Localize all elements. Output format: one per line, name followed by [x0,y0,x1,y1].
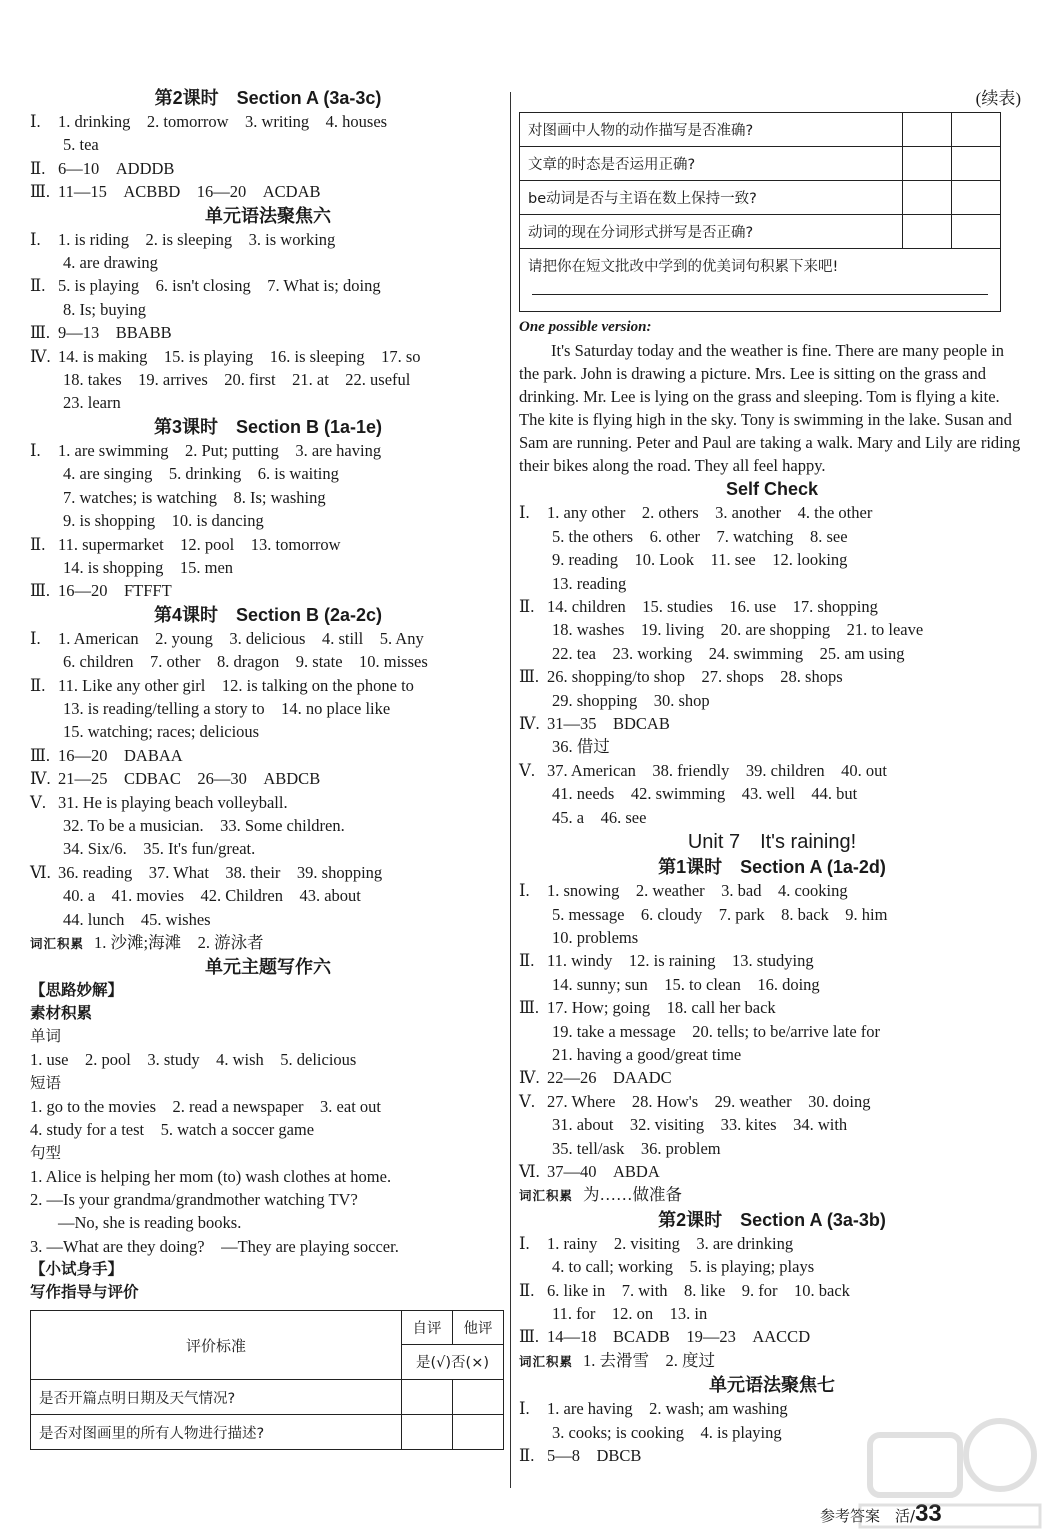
exercise-number: Ⅰ. [519,1399,530,1419]
answer-line: 14. is shopping 15. men [63,557,234,577]
answer-line: 13. is reading/telling a story to 14. no place like [63,698,391,718]
peer-eval-cell[interactable] [453,1415,504,1450]
answer-line [30,157,506,180]
answer-line: 40. a 41. movies 42. Children 43. about [63,886,361,906]
text-line: 2. —Is your grandma/grandmother watching TV? [30,1190,358,1210]
vocab-text: 1. 去滑雪 2. 度过 [583,1350,716,1370]
answer-line: 4. are drawing [63,253,158,273]
text-line: 4. study for a test 5. watch a soccer game [30,1120,315,1140]
answer-line: 15. watching; races; delicious [63,722,260,742]
exercise-number: Ⅱ. [519,951,535,971]
answer-text: 16—20 DABAA [58,745,183,765]
column-divider [510,92,511,1488]
exercise-number: Ⅰ. [30,440,41,460]
answer-text: 9—13 BBABB [58,323,172,343]
text-line: 3. —What are they doing? —They are playing soccer. [30,1236,399,1256]
peer-eval-cell[interactable] [453,1380,504,1415]
right-column [519,86,1025,1467]
answer-line: 9. reading 10. Look 11. see 12. looking [552,550,848,570]
answer-line [519,1325,1025,1348]
answer-line: 23. learn [63,393,121,413]
unit-heading: Unit 7 It's raining! [687,831,857,854]
evaluation-table-continued [519,112,1001,312]
text-line: 1. use 2. pool 3. study 4. wish 5. delicious [30,1050,357,1070]
answer-line [30,533,506,556]
answer-line: 32. To be a musician. 33. Some children. [63,815,345,835]
answer-line: 4. are singing 5. drinking 6. is waiting [63,464,339,484]
vocab-line [519,1349,1025,1373]
answer-line: 22. tea 23. working 24. swimming 25. am using [552,643,905,663]
answer-line [30,861,506,884]
answer-line [30,627,506,650]
watermark-logo [850,1395,1050,1535]
self-eval-cell[interactable] [903,147,952,181]
footer-label: 参考答案 活/ [820,1507,916,1525]
exercise-number: Ⅱ. [30,675,46,695]
section-heading: 单元主题写作六 [205,957,331,978]
answer-line: 11. for 12. on 13. in [552,1304,708,1323]
subsection-tag: 素材积累 [30,1004,93,1023]
exercise-number: Ⅲ. [30,323,51,343]
answer-text: 27. Where 28. How's 29. weather 30. doing [547,1091,871,1111]
section-heading: Self Check [725,479,819,500]
exercise-number: Ⅳ. [519,1068,540,1088]
answer-line: 13. reading [552,573,627,593]
answer-line: 31. about 32. visiting 33. kites 34. with [552,1115,848,1135]
notes-prompt: 请把你在短文批改中学到的优美词句积累下来吧! [528,259,839,275]
exercise-number: Ⅱ. [30,534,46,554]
answer-text: 22—26 DAADC [547,1068,672,1088]
exercise-number: Ⅵ. [519,1161,540,1181]
answer-text: 5. is playing 6. isn't closing 7. What is; doing [58,276,381,296]
notes-row[interactable] [520,249,1001,312]
answer-line [30,110,506,133]
self-eval-cell[interactable] [402,1380,453,1415]
answer-line [519,759,1025,782]
exercise-number: Ⅰ. [30,628,41,648]
answer-line: 8. Is; buying [63,299,146,319]
answer-line: 4. to call; working 5. is playing; plays [552,1257,815,1277]
subsection-label: 短语 [30,1073,62,1092]
answer-line [519,996,1025,1019]
answer-text: 5—8 DBCB [547,1446,642,1466]
answer-line: 9. is shopping 10. is dancing [63,511,264,531]
answer-text: 26. shopping/to shop 27. shops 28. shops [547,667,843,687]
right-answer-list [519,477,1025,1467]
peer-eval-header: 他评 [453,1311,504,1344]
section-heading: 单元语法聚焦七 [709,1375,835,1396]
answer-line [30,791,506,814]
exercise-number: Ⅳ. [30,346,51,366]
left-answer-list [30,86,506,1304]
peer-eval-cell[interactable] [952,147,1001,181]
answer-line: 5. tea [63,135,99,155]
vocab-text: 1. 沙滩;海滩 2. 游泳者 [94,933,264,952]
answer-text: 14—18 BCADB 19—23 AACCD [547,1327,811,1347]
answer-text: 1. are swimming 2. Put; putting 3. are having [58,440,382,460]
answer-text: 37—40 ABDA [547,1161,660,1181]
answer-text: 11. windy 12. is raining 13. studying [547,951,814,971]
subsection-label: 单词 [30,1027,62,1046]
answer-text: 11—15 ACBBD 16—20 ACDAB [58,182,321,202]
criteria-row: 对图画中人物的动作描写是否准确? [520,113,903,147]
exercise-number: Ⅵ. [30,862,51,882]
section-heading: 第2课时 Section A (3a-3b) [658,1209,886,1230]
answer-line [519,1232,1025,1255]
sample-label: One possible version: [519,319,652,335]
answer-text: 1. is riding 2. is sleeping 3. is working [58,229,336,249]
answer-text: 31. He is playing beach volleyball. [58,792,288,812]
exercise-number: Ⅱ. [30,158,46,178]
text-line: 1. Alice is helping her mom (to) wash clothes at home. [30,1166,392,1186]
exercise-number: Ⅲ. [519,998,540,1018]
sample-essay: It's Saturday today and the weather is fine. There are many people in the park. John is drawing a picture. Mrs. Lee is sitting on the grass and drinking. Mr. Lee is lying on the grass and sleeping. Tom is flying a kite. The kite is flying high in the sky. Tony is swimming in the lake. Susan and Sam are running. Peter and Paul are taking a walk. Mary and Lily are riding their bikes along the road. They all feel happy. [519,341,1021,476]
answer-line: 41. needs 42. swimming 43. well 44. but [552,784,858,804]
answer-line: 21. having a good/great time [552,1044,742,1064]
peer-eval-cell[interactable] [952,215,1001,249]
exercise-number: Ⅲ. [30,745,51,765]
self-eval-cell[interactable] [402,1415,453,1450]
answer-line: 6. children 7. other 8. dragon 9. state 10. misses [63,652,428,672]
answer-line: 5. message 6. cloudy 7. park 8. back 9. him [552,904,888,924]
exercise-number: Ⅴ. [519,760,536,780]
answer-line: 36. 借过 [552,737,610,757]
answer-line [519,1090,1025,1113]
answer-text: 6—10 ADDDB [58,158,175,178]
evaluation-table [30,1310,504,1450]
answer-line: 14. sunny; sun 15. to clean 16. doing [552,974,820,994]
peer-eval-cell[interactable] [952,181,1001,215]
answer-text: 36. reading 37. What 38. their 39. shopping [58,862,383,882]
self-eval-header: 自评 [402,1311,453,1344]
answer-text: 1. drinking 2. tomorrow 3. writing 4. houses [58,112,388,131]
self-eval-cell[interactable] [903,113,952,147]
exercise-number: Ⅱ. [519,1280,535,1300]
criteria-row: 是否对图画里的所有人物进行描述? [31,1415,402,1450]
answer-line: 35. tell/ask 36. problem [552,1138,721,1158]
exercise-number: Ⅲ. [519,1327,540,1347]
answer-line [30,579,506,602]
answer-text: 14. is making 15. is playing 16. is sleeping 17. so [58,346,421,366]
answer-line [519,949,1025,972]
answer-line [519,1279,1025,1302]
exercise-number: Ⅰ. [519,881,530,901]
answer-line: 7. watches; is watching 8. Is; washing [63,487,326,507]
section-heading: 第4课时 Section B (2a-2c) [153,604,383,625]
answer-line [519,595,1025,618]
answer-line: 18. takes 19. arrives 20. first 21. at 22. useful [63,370,411,390]
self-eval-cell[interactable] [903,181,952,215]
section-heading: 第2课时 Section A (3a-3c) [154,88,382,108]
marks-header: 是(√)否(×) [402,1344,504,1380]
answer-line [519,879,1025,902]
answer-line [519,712,1025,735]
answer-line [30,321,506,344]
page-number: 33 [915,1500,942,1527]
answer-text: 16—20 FTFFT [58,581,172,601]
criteria-row: 文章的时态是否运用正确? [520,147,903,181]
subsection-tag: 【思路妙解】 [30,981,124,1000]
peer-eval-cell[interactable] [952,113,1001,147]
answer-text: 14. children 15. studies 16. use 17. shopping [547,597,878,617]
exercise-number: Ⅱ. [519,597,535,617]
answer-line: 19. take a message 20. tells; to be/arrive late for [552,1021,881,1041]
vocab-label: 词汇积累 [519,1353,574,1369]
exercise-number: Ⅰ. [30,229,41,249]
exercise-number: Ⅲ. [30,581,51,601]
answer-line [30,744,506,767]
answer-line: 34. Six/6. 35. It's fun/great. [63,839,256,859]
answer-line [519,501,1025,524]
exercise-number: Ⅰ. [519,1233,530,1253]
answer-text: 6. like in 7. with 8. like 9. for 10. back [547,1280,850,1300]
section-heading: 单元语法聚焦六 [205,205,331,226]
answer-text: 11. Like any other girl 12. is talking on the phone to [58,675,414,695]
answer-line [519,1066,1025,1089]
continued-label: (续表) [975,89,1021,108]
vocab-label: 词汇积累 [519,1188,574,1204]
answer-line: 3. cooks; is cooking 4. is playing [552,1422,782,1442]
answer-text: 1. rainy 2. visiting 3. are drinking [547,1233,794,1253]
criteria-row: be动词是否与主语在数上保持一致? [520,181,903,215]
answer-line: 5. the others 6. other 7. watching 8. see [552,526,848,546]
answer-line [519,665,1025,688]
exercise-number: Ⅱ. [519,1446,535,1466]
self-eval-cell[interactable] [903,215,952,249]
exercise-number: Ⅱ. [30,276,46,296]
answer-text: 37. American 38. friendly 39. children 40. out [547,760,888,780]
answer-line: —No, she is reading books. [58,1213,242,1233]
vocab-label: 词汇积累 [30,936,85,951]
exercise-number: Ⅴ. [30,792,47,812]
answer-line [30,767,506,790]
left-column [30,86,506,1450]
vocab-line [519,1183,1025,1207]
criteria-header: 评价标准 [31,1311,402,1380]
answer-line: 29. shopping 30. shop [552,690,710,710]
section-heading: 第3课时 Section B (1a-1e) [153,416,383,437]
criteria-row: 动词的现在分词形式拼写是否正确? [520,215,903,249]
exercise-number: Ⅰ. [30,112,41,131]
answer-line [30,674,506,697]
subsection-tag: 写作指导与评价 [30,1283,139,1302]
answer-line [30,228,506,251]
answer-line: 18. washes 19. living 20. are shopping 21. to leave [552,620,924,640]
answer-line [30,345,506,368]
answer-text: 21—25 CDBAC 26—30 ABDCB [58,769,321,789]
answer-text: 31—35 BDCAB [547,714,670,734]
answer-text: 1. any other 2. others 3. another 4. the other [547,503,873,523]
exercise-number: Ⅲ. [519,667,540,687]
answer-text: 11. supermarket 12. pool 13. tomorrow [58,534,341,554]
text-line: 1. go to the movies 2. read a newspaper 3. eat out [30,1096,381,1116]
exercise-number: Ⅴ. [519,1091,536,1111]
exercise-number: Ⅳ. [519,714,540,734]
exercise-number: Ⅳ. [30,769,51,789]
answer-text: 1. are having 2. wash; am washing [547,1399,788,1419]
answer-line [30,439,506,462]
answer-text: 17. How; going 18. call her back [547,998,776,1018]
subsection-label: 句型 [30,1143,62,1162]
writing-line [532,294,988,295]
answer-line [519,1160,1025,1183]
vocab-line [30,931,506,955]
answer-line: 44. lunch 45. wishes [63,909,211,929]
answer-line: 10. problems [552,927,639,947]
section-heading: 第1课时 Section A (1a-2d) [658,857,886,878]
subsection-tag: 【小试身手】 [30,1260,124,1279]
vocab-text: 为……做准备 [583,1185,683,1205]
answer-line [30,274,506,297]
exercise-number: Ⅰ. [519,503,530,523]
answer-text: 1. American 2. young 3. delicious 4. still 5. Any [58,628,424,648]
exercise-number: Ⅲ. [30,182,51,202]
criteria-row: 是否开篇点明日期及天气情况? [31,1380,402,1415]
answer-text: 1. snowing 2. weather 3. bad 4. cooking [547,881,848,901]
answer-line: 45. a 46. see [552,807,647,827]
answer-line [30,180,506,203]
